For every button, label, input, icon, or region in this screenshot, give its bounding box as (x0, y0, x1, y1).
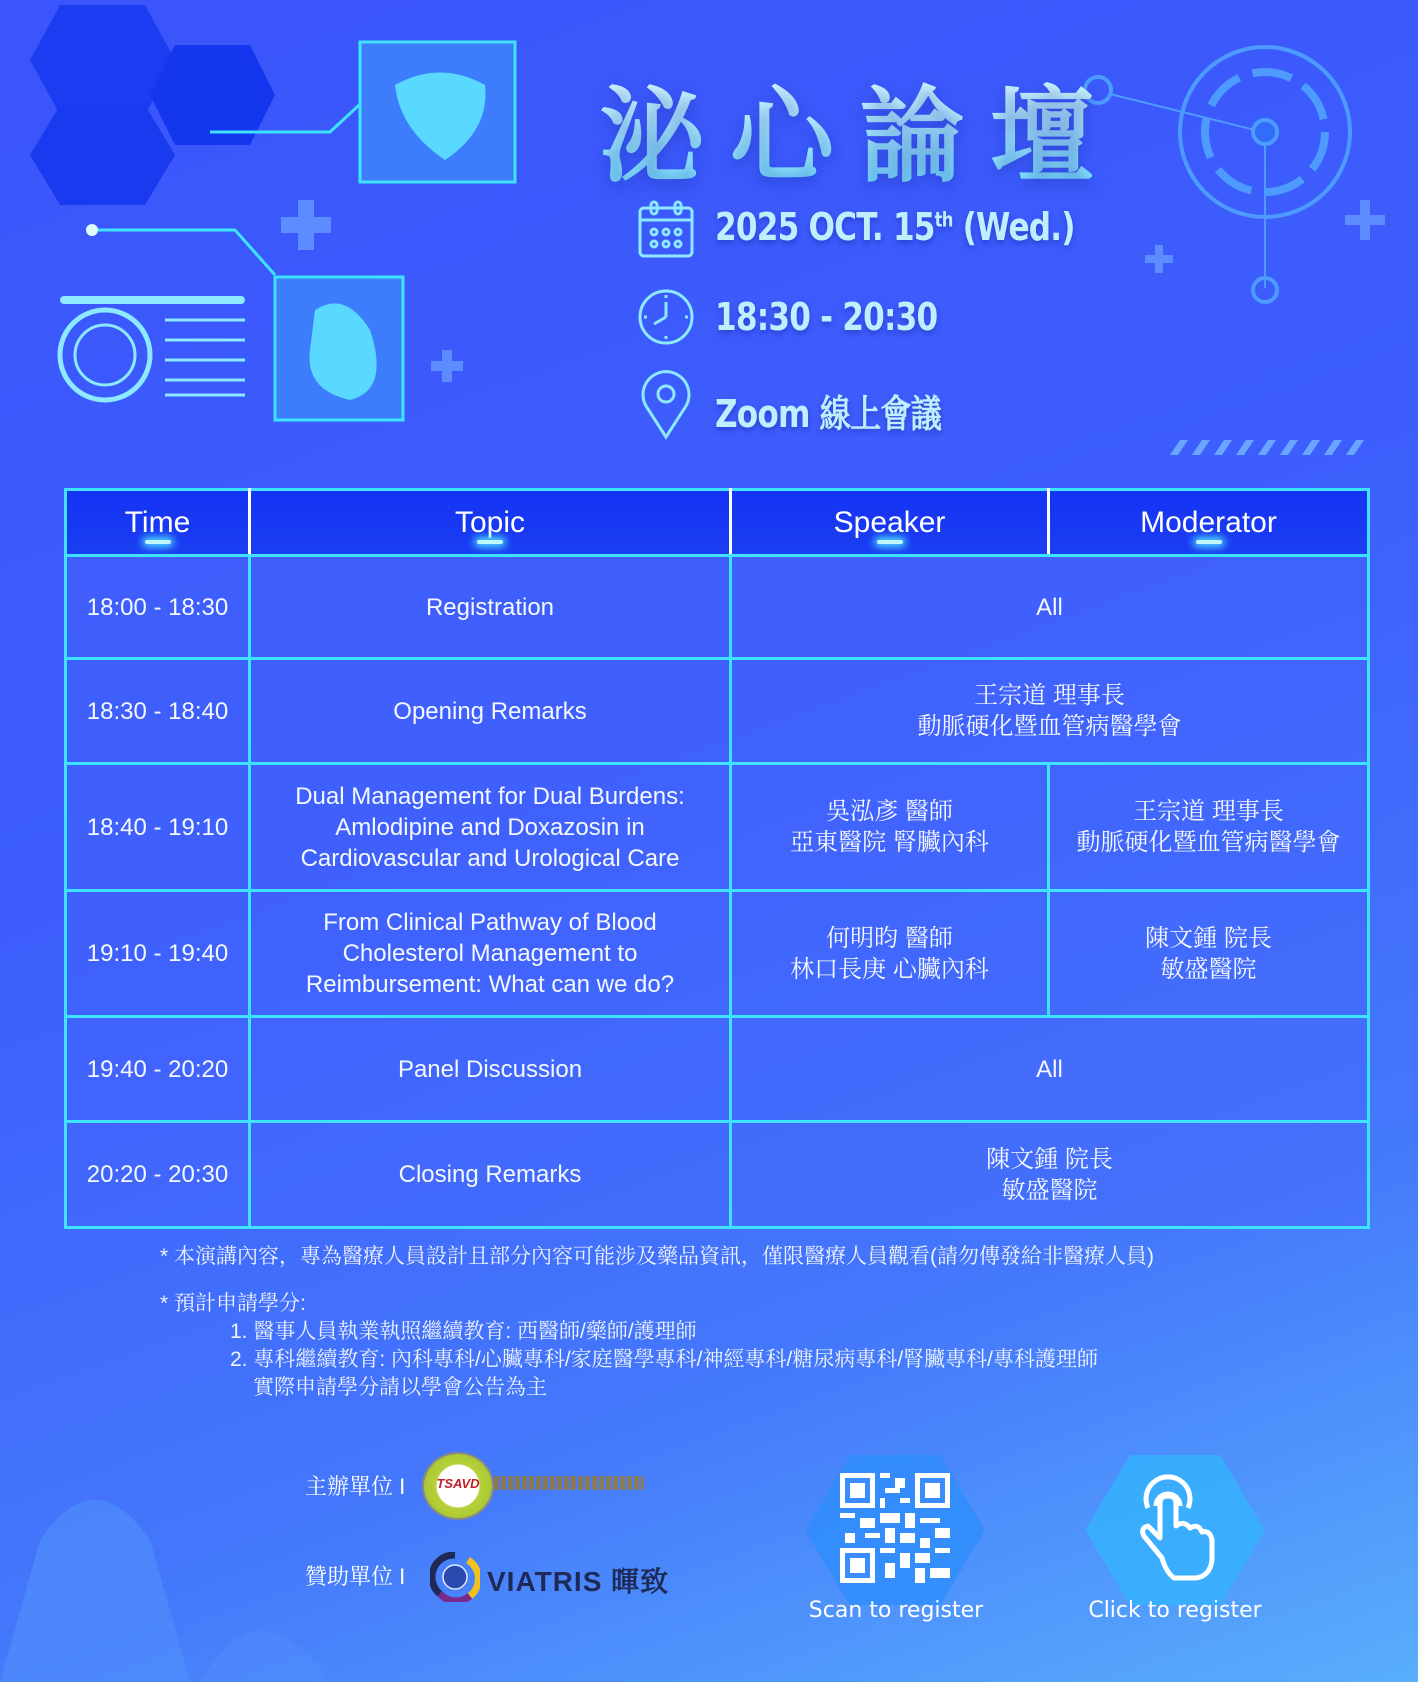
moderator-cell: 王宗道 理事長 動脈硬化暨血管病醫學會 (1049, 764, 1369, 891)
time-cell: 18:00 - 18:30 (66, 556, 250, 659)
sponsor-logo-text: VIATRIS 暉致 (487, 1566, 670, 1597)
agenda-table (64, 488, 1370, 1229)
scan-to-register-label: Scan to register (808, 1598, 984, 1623)
table-row (66, 659, 1369, 764)
event-location: Zoom 線上會議 (715, 392, 941, 436)
click-to-register-link[interactable]: Click to register (1088, 1598, 1262, 1623)
time-cell: 19:10 - 19:40 (66, 891, 250, 1017)
table-row (66, 1122, 1369, 1228)
event-time: 18:30 - 20:30 (715, 295, 938, 339)
topic-cell: Closing Remarks (250, 1122, 731, 1228)
topic-cell: Panel Discussion (250, 1017, 731, 1122)
sponsor-label: 贊助單位 I (305, 1564, 406, 1589)
tsavd-logo-text: TSAVD (436, 1476, 480, 1491)
clock-icon (637, 288, 695, 346)
speaker-moderator-cell: 陳文鍾 院長 敏盛醫院 (731, 1122, 1369, 1228)
table-row (66, 764, 1369, 891)
speaker-cell: 何明昀 醫師 林口長庚 心臟內科 (731, 891, 1049, 1017)
speaker-cell: 吳泓彥 醫師 亞東醫院 腎臟內科 (731, 764, 1049, 891)
qr-code[interactable] (840, 1473, 950, 1583)
disclaimer-note: * 本演講內容，專為醫療人員設計且部分內容可能涉及藥品資訊，僅限醫療人員觀看(請勿傳發給非醫療人員) (160, 1245, 1154, 1268)
time-cell: 18:40 - 19:10 (66, 764, 250, 891)
topic-cell: Dual Management for Dual Burdens: Amlodipine and Doxazosin in Cardiovascular and Urological Care (250, 764, 731, 891)
time-cell: 19:40 - 20:20 (66, 1017, 250, 1122)
decorative-hexagons-graphic (0, 0, 540, 440)
speaker-moderator-cell: All (731, 1017, 1369, 1122)
credit-note: 實際申請學分請以學會公告為主 (253, 1376, 547, 1399)
table-header-row (66, 490, 1369, 556)
topic-cell: Registration (250, 556, 731, 659)
table-row (66, 556, 1369, 659)
event-date: 2025 OCT. 15th (Wed.) (715, 205, 1075, 249)
speaker-moderator-cell: All (731, 556, 1369, 659)
calendar-icon (637, 200, 695, 258)
decorative-radar-graphic (1070, 30, 1410, 460)
time-cell: 20:20 - 20:30 (66, 1122, 250, 1228)
table-row (66, 1017, 1369, 1122)
header-topic: Topic (250, 490, 731, 556)
table-row (66, 891, 1369, 1017)
topic-cell: Opening Remarks (250, 659, 731, 764)
topic-cell: From Clinical Pathway of Blood Cholesterol Management to Reimbursement: What can we do? (250, 891, 731, 1017)
credits-title: * 預計申請學分: (160, 1292, 306, 1315)
header-moderator: Moderator (1049, 490, 1369, 556)
organizer-name-graphic (494, 1476, 644, 1490)
page-title: 泌心論壇 (600, 52, 1120, 202)
location-pin-icon (640, 370, 692, 440)
credit-item-1: 1. 醫事人員執業執照繼續教育: 西醫師/藥師/護理師 (230, 1320, 697, 1343)
speaker-moderator-cell: 王宗道 理事長 動脈硬化暨血管病醫學會 (731, 659, 1369, 764)
header-speaker: Speaker (731, 490, 1049, 556)
moderator-cell: 陳文鍾 院長 敏盛醫院 (1049, 891, 1369, 1017)
tsavd-logo (422, 1452, 494, 1520)
header-time: Time (66, 490, 250, 556)
tap-hand-icon[interactable] (1130, 1468, 1220, 1583)
organizer-label: 主辦單位 I (305, 1474, 406, 1499)
time-cell: 18:30 - 18:40 (66, 659, 250, 764)
credit-item-2: 2. 專科繼續教育: 內科專科/心臟專科/家庭醫學專科/神經專科/糖尿病專科/腎臟專科/專科護理師 (230, 1348, 1099, 1371)
viatris-logo-icon (430, 1552, 480, 1602)
